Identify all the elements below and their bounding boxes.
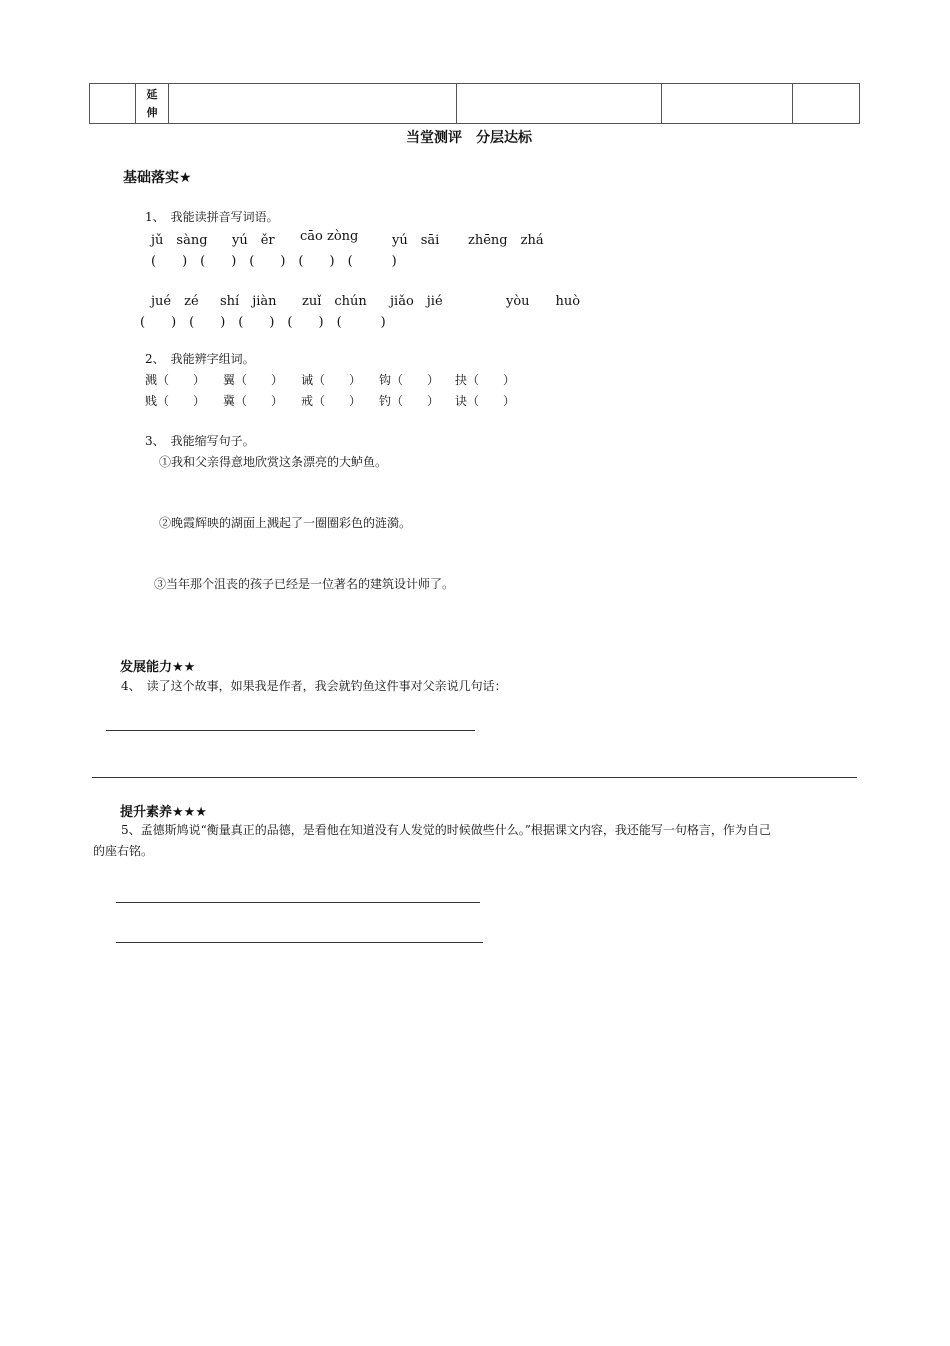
page-title: 当堂测评 分层达标 <box>406 130 532 146</box>
word-item[interactable]: 冀（ ） <box>223 394 284 408</box>
table-cell-extend: 延伸 <box>146 88 158 119</box>
table-divider <box>792 84 793 123</box>
word-item[interactable]: 贱（ ） <box>145 394 206 408</box>
sentence-2: ②晚霞辉映的湖面上溅起了一圈圈彩色的涟漪。 <box>159 516 412 530</box>
word-item[interactable]: 钓（ ） <box>379 394 440 408</box>
pinyin-item: zhēng zhá <box>468 233 544 248</box>
table-divider <box>135 84 136 123</box>
answer-line[interactable] <box>116 942 483 943</box>
section-heading-develop: 发展能力★★ <box>120 660 196 675</box>
pinyin-item: yòu huò <box>506 294 581 309</box>
word-item[interactable]: 戒（ ） <box>301 394 362 408</box>
pinyin-item: yú sāi <box>392 233 440 248</box>
pinyin-item: yú ěr <box>232 233 275 248</box>
answer-line[interactable] <box>116 902 480 903</box>
pinyin-item: jǔ sàng <box>151 233 208 248</box>
pinyin-item: jué zé <box>151 294 199 309</box>
pinyin-item: jiǎo jié <box>390 294 443 309</box>
answer-line[interactable] <box>92 777 857 778</box>
top-table <box>89 83 860 124</box>
word-item[interactable]: 翼（ ） <box>223 373 284 387</box>
word-item[interactable]: 诀（ ） <box>455 394 516 408</box>
word-item[interactable]: 钩（ ） <box>379 373 440 387</box>
pinyin-item: cāo zòng <box>300 229 359 244</box>
q1-prompt: 1、 我能读拼音写词语。 <box>145 210 279 224</box>
answer-parens[interactable]: ( ) ( ) ( ) ( ) ( ) <box>140 315 386 330</box>
pinyin-item: zuǐ chún <box>302 294 367 309</box>
q5-text-line1: 5、孟德斯鸠说“衡量真正的品德，是看他在知道没有人发觉的时候做些什么。”根据课文内容，我还能写一句格言，作为自己 <box>121 823 771 837</box>
sentence-3: ③当年那个沮丧的孩子已经是一位著名的建筑设计师了。 <box>154 577 455 591</box>
sentence-1: ①我和父亲得意地欣赏这条漂亮的大鲈鱼。 <box>159 455 388 469</box>
q3-prompt: 3、 我能缩写句子。 <box>145 434 255 448</box>
word-item[interactable]: 诫（ ） <box>301 373 362 387</box>
word-item[interactable]: 溅（ ） <box>145 373 206 387</box>
q5-text-line2: 的座右铭。 <box>93 844 154 858</box>
answer-parens[interactable]: ( ) ( ) ( ) ( ) ( ) <box>151 254 397 269</box>
q4-prompt: 4、 读了这个故事，如果我是作者，我会就钓鱼这件事对父亲说几句话： <box>121 679 507 693</box>
table-divider <box>456 84 457 123</box>
word-item[interactable]: 抉（ ） <box>455 373 516 387</box>
section-heading-basic: 基础落实★ <box>123 170 192 186</box>
pinyin-item: shí jiàn <box>220 294 277 309</box>
answer-line[interactable] <box>106 730 475 731</box>
table-divider <box>168 84 169 123</box>
q2-prompt: 2、 我能辨字组词。 <box>145 352 255 366</box>
table-divider <box>661 84 662 123</box>
section-heading-advance: 提升素养★★★ <box>120 805 207 820</box>
